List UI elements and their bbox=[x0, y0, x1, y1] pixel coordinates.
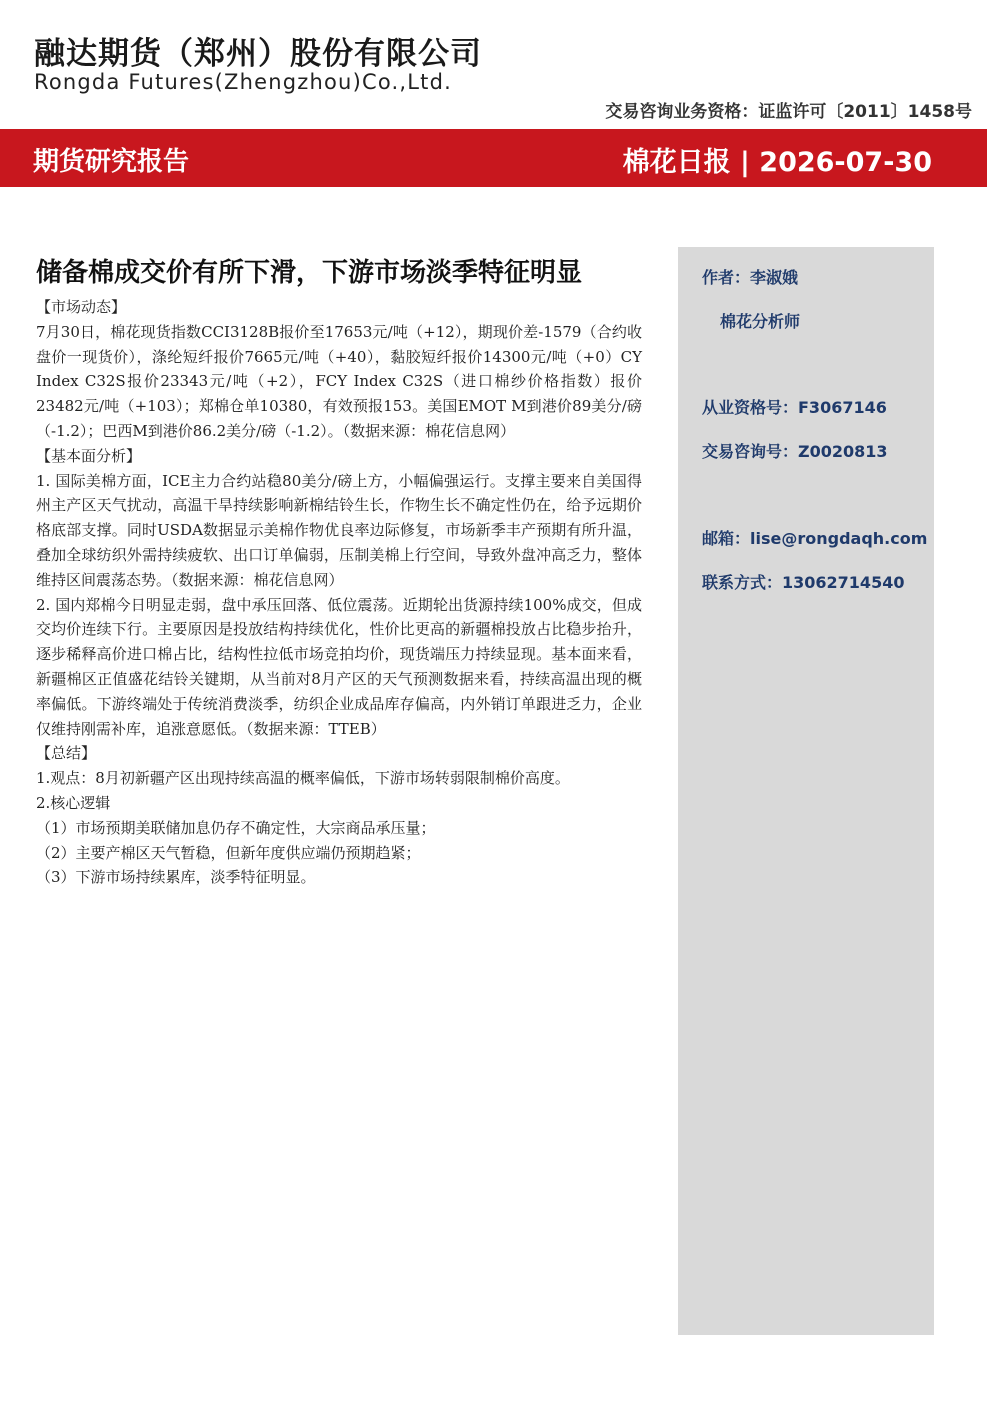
company-name-en: Rongda Futures(Zhengzhou)Co.,Ltd. bbox=[34, 70, 452, 94]
author-email: 邮箱：lise@rongdaqh.com bbox=[702, 529, 928, 548]
license-text: 交易咨询业务资格：证监许可〔2011〕1458号 bbox=[605, 102, 972, 122]
paragraph-international: 1. 国际美棉方面，ICE主力合约站稳80美分/磅上方，小幅偏强运行。支撑主要来自美国得州主产区天气扰动，高温干旱持续影响新棉结铃生长，作物生长不确定性仍在，给予远期价格底部支撑。同时USDA数据显示美棉作物优良率边际修复，市场新季丰产预期有所升温，叠加全球纺织外需持续疲软、出口订单偏弱，压制美棉上行空间，导致外盘冲高乏力，整体维持区间震荡态势。（数据来源：棉花信息网） bbox=[36, 471, 642, 589]
section-heading-fundamentals: 【基本面分析】 bbox=[36, 446, 142, 465]
qualification-number: 从业资格号：F3067146 bbox=[702, 398, 887, 417]
author-phone: 联系方式：13062714540 bbox=[702, 573, 905, 592]
report-banner bbox=[0, 129, 987, 187]
summary-logic-item: （1）市场预期美联储加息仍存不确定性，大宗商品承压量； bbox=[36, 818, 436, 837]
consult-number: 交易咨询号：Z0020813 bbox=[702, 442, 888, 461]
article-body bbox=[36, 295, 642, 890]
summary-logic-item: （3）下游市场持续累库，淡季特征明显。 bbox=[36, 868, 316, 887]
author-role: 棉花分析师 bbox=[720, 312, 801, 331]
author-name: 作者：李淑娥 bbox=[702, 268, 799, 287]
section-heading-market: 【市场动态】 bbox=[36, 298, 127, 316]
section-heading-summary: 【总结】 bbox=[36, 744, 97, 763]
summary-logic-item: （2）主要产棉区天气暂稳，但新年度供应端仍预期趋紧； bbox=[36, 843, 421, 862]
main-content bbox=[36, 253, 642, 890]
banner-report-type: 期货研究报告 bbox=[33, 147, 190, 177]
banner-report-title-date: 棉花日报 | 2026-07-30 bbox=[622, 147, 932, 178]
paragraph-domestic: 2. 国内郑棉今日明显走弱，盘中承压回落、低位震荡。近期轮出货源持续100%成交，但成交均价连续下行。主要原因是投放结构持续优化，性价比更高的新疆棉投放占比稳步抬升，逐步稀释高价进口棉占比，结构性拉低市场竞拍均价，现货端压力持续显现。基本面来看，新疆棉区正值盛花结铃关键期，从当前对8月产区的天气预测数据来看，持续高温出现的概率偏低。下游终端处于传统消费淡季，纺织企业成品库存偏高，内外销订单跟进乏力，企业仅维持刚需补库，追涨意愿低。（数据来源：TTEB） bbox=[36, 595, 642, 738]
paragraph-market-data: 7月30日，棉花现货指数CCI3128B报价至17653元/吨（+12），期现价差-1579（合约收盘价一现货价），涤纶短纤报价7665元/吨（+40），黏胶短纤报价14300元/吨（+0）CY Index C32S报价23343元/吨（+2），FCY Index C32S（进口棉纱价格指数）报价23482元/吨（+103）；郑棉仓单10380，有效预报153。美国EMOT M到港价89美分/磅（-1.2）；巴西M到港价86.2美分/磅（-1.2）。（数据来源：棉花信息网） bbox=[36, 322, 642, 440]
summary-logic-heading: 2.核心逻辑 bbox=[36, 793, 111, 812]
company-name-cn: 融达期货（郑州）股份有限公司 bbox=[34, 36, 482, 72]
summary-view: 1.观点：8月初新疆产区出现持续高温的概率偏低，下游市场转弱限制棉价高度。 bbox=[36, 769, 570, 788]
article-headline: 储备棉成交价有所下滑，下游市场淡季特征明显 bbox=[36, 258, 583, 288]
author-sidebar bbox=[678, 247, 934, 1335]
